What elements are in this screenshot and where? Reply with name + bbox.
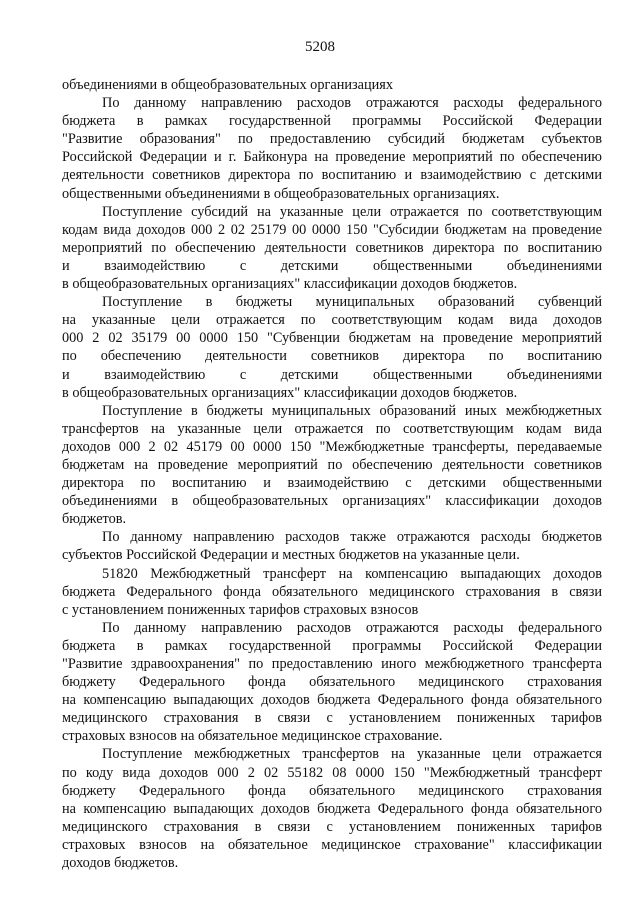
text-line: "Развитие здравоохранения" по предоставлению иного межбюджетного трансферта [62, 656, 602, 672]
text-line: По данному направлению расходов отражаются расходы федерального [102, 619, 602, 636]
text-line: 000 2 02 35179 00 0000 150 "Субвенции бюджетам на проведение мероприятий [62, 330, 602, 347]
text-line: и взаимодействию с детскими общественными объединениями [62, 257, 602, 274]
document-body [62, 76, 602, 872]
text-line: бюджета в рамках государственной программы Российской Федерации [62, 113, 602, 130]
text-line: по обеспечению деятельности советников директора по воспитанию [62, 348, 602, 365]
text-line: трансфертов на указанные цели отражается по соответствующим кодам вида [62, 420, 602, 437]
text-line: объединениями в общеобразовательных организациях [62, 77, 394, 93]
text-line: медицинского страхования в связи с установлением пониженных тарифов [62, 818, 602, 835]
text-line: бюджета в рамках государственной программы Российской Федерации [62, 637, 602, 654]
text-line: Российской Федерации и г. Байконура на проведение мероприятий по обеспечению [62, 149, 602, 166]
text-line: деятельности советников директора по воспитанию и взаимодействию с детскими [62, 167, 602, 184]
text-line: доходов 000 2 02 45179 00 0000 150 "Межбюджетные трансферты, передаваемые [62, 438, 602, 455]
text-line: на указанные цели отражается по соответствующим кодам вида доходов [62, 312, 602, 329]
text-line: в общеобразовательных организациях" классификации доходов бюджетов. [62, 276, 518, 293]
text-line: доходов бюджетов. [62, 855, 179, 872]
text-line: кодам вида доходов 000 2 02 25179 00 0000 150 "Субсидии бюджетам на проведение [62, 221, 602, 238]
page-number: 5208 [305, 39, 335, 55]
text-line: страховых взносов на обязательное медицинское страхование" классификации [62, 836, 602, 853]
text-line: 51820 Межбюджетный трансферт на компенсацию выпадающих доходов [102, 565, 602, 582]
text-line: По данному направлению расходов отражаются расходы федерального [102, 95, 602, 112]
text-line: по коду вида доходов 000 2 02 55182 08 0000 150 "Межбюджетный трансферт [62, 764, 602, 781]
text-line: Поступление субсидий на указанные цели отражается по соответствующим [102, 203, 602, 220]
text-line: бюджету Федерального фонда обязательного медицинского страхования [62, 782, 602, 799]
text-line: на компенсацию выпадающих доходов бюджета Федерального фонда обязательного [62, 692, 602, 709]
text-line: объединениями в общеобразовательных организациях" классификации доходов [62, 493, 602, 510]
text-line: на компенсацию выпадающих доходов бюджета Федерального фонда обязательного [62, 800, 602, 817]
text-line: страховых взносов на обязательное медицинское страхование. [62, 728, 443, 745]
text-line: и взаимодействию с детскими общественными объединениями [62, 366, 602, 383]
text-line: в общеобразовательных организациях" классификации доходов бюджетов. [62, 384, 518, 401]
text-line: Поступление в бюджеты муниципальных образований субвенций [102, 294, 602, 311]
text-line: Поступление в бюджеты муниципальных образований иных межбюджетных [102, 402, 602, 419]
text-line: бюджетам на проведение мероприятий по обеспечению деятельности советников [62, 456, 602, 473]
text-line: директора по воспитанию и взаимодействию с детскими общественными [62, 475, 602, 492]
text-line: мероприятий по обеспечению деятельности советников директора по воспитанию [62, 239, 602, 256]
text-line: бюджету Федерального фонда обязательного медицинского страхования [62, 674, 602, 691]
text-line: с установлением пониженных тарифов страховых взносов [62, 601, 419, 618]
text-line: "Развитие образования" по предоставлению субсидий бюджетам субъектов [62, 131, 602, 148]
text-line: Поступление межбюджетных трансфертов на указанные цели отражается [102, 746, 602, 763]
text-line: По данному направлению расходов также отражаются расходы бюджетов [102, 529, 602, 546]
text-line: медицинского страхования в связи с установлением пониженных тарифов [62, 710, 602, 727]
text-line: бюджетов. [62, 511, 127, 528]
text-line: общественными объединениями в общеобразовательных организациях. [62, 185, 500, 202]
text-line: бюджета Федерального фонда обязательного медицинского страхования в связи [62, 583, 602, 600]
text-line: субъектов Российской Федерации и местных бюджетов на указанные цели. [62, 547, 520, 564]
